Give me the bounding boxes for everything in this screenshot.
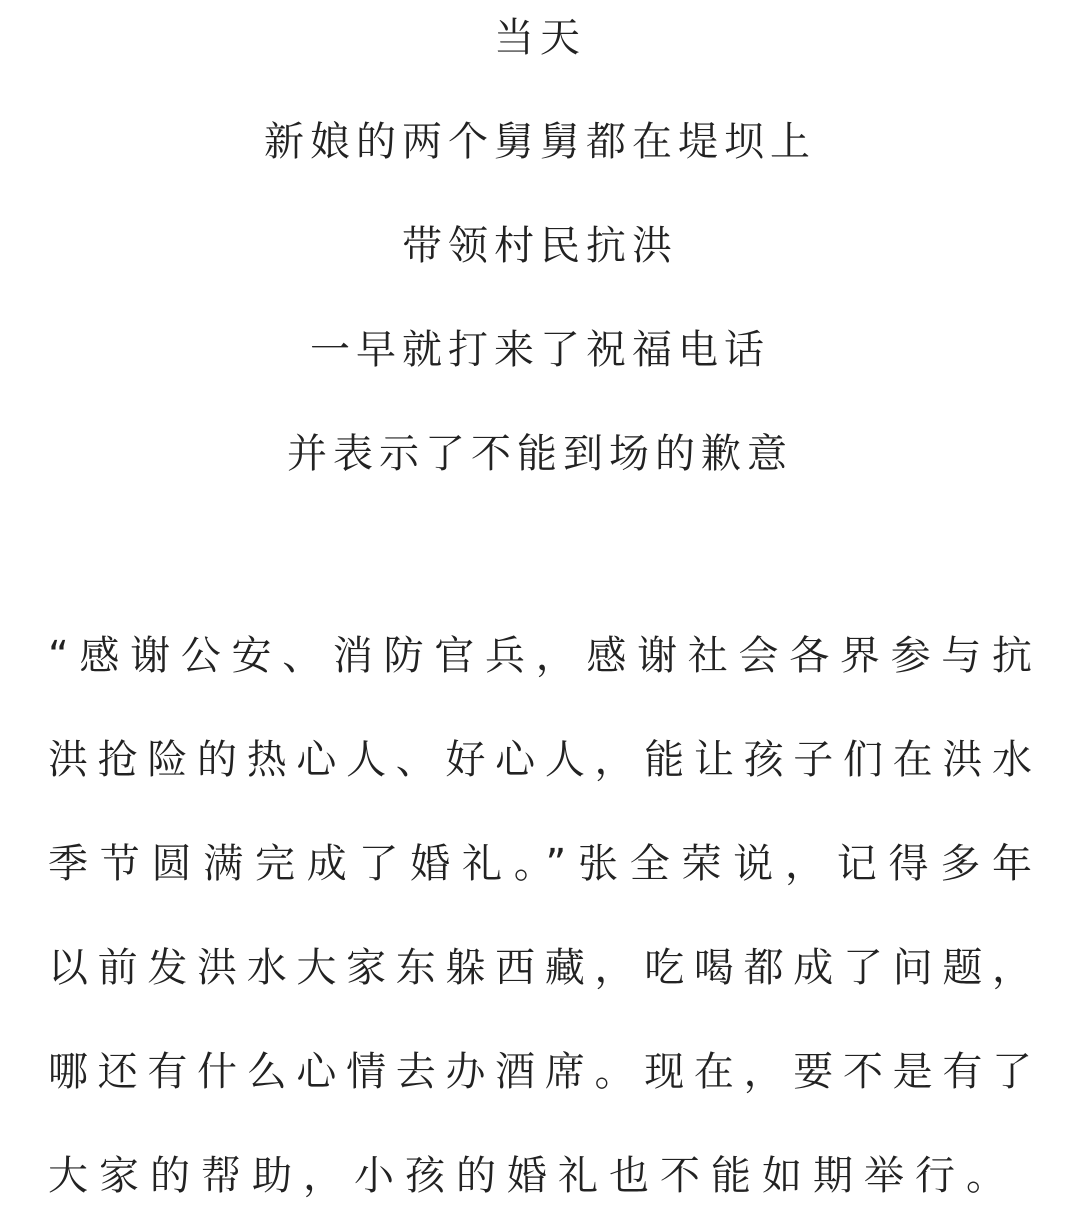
paragraph-line: 大家的帮助，小孩的婚礼也不能如期举行。 — [48, 1153, 1017, 1199]
paragraph-line: “感谢公安、消防官兵，感谢社会各界参与抗 — [48, 633, 1032, 679]
centered-line: 新娘的两个舅舅都在堤坝上 — [264, 119, 816, 165]
paragraph-line: 以前发洪水大家东躲西藏，吃喝都成了问题， — [48, 945, 1032, 991]
centered-line: 一早就打来了祝福电话 — [310, 327, 770, 373]
paragraph-line: 洪抢险的热心人、好心人，能让孩子们在洪水 — [48, 737, 1032, 783]
centered-line: 当天 — [494, 15, 586, 61]
paragraph-line: 哪还有什么心情去办酒席。现在，要不是有了 — [48, 1049, 1032, 1095]
centered-line: 并表示了不能到场的歉意 — [287, 431, 793, 477]
centered-line: 带领村民抗洪 — [402, 223, 678, 269]
paragraph-line: 季节圆满完成了婚礼。”张全荣说，记得多年 — [48, 841, 1032, 887]
